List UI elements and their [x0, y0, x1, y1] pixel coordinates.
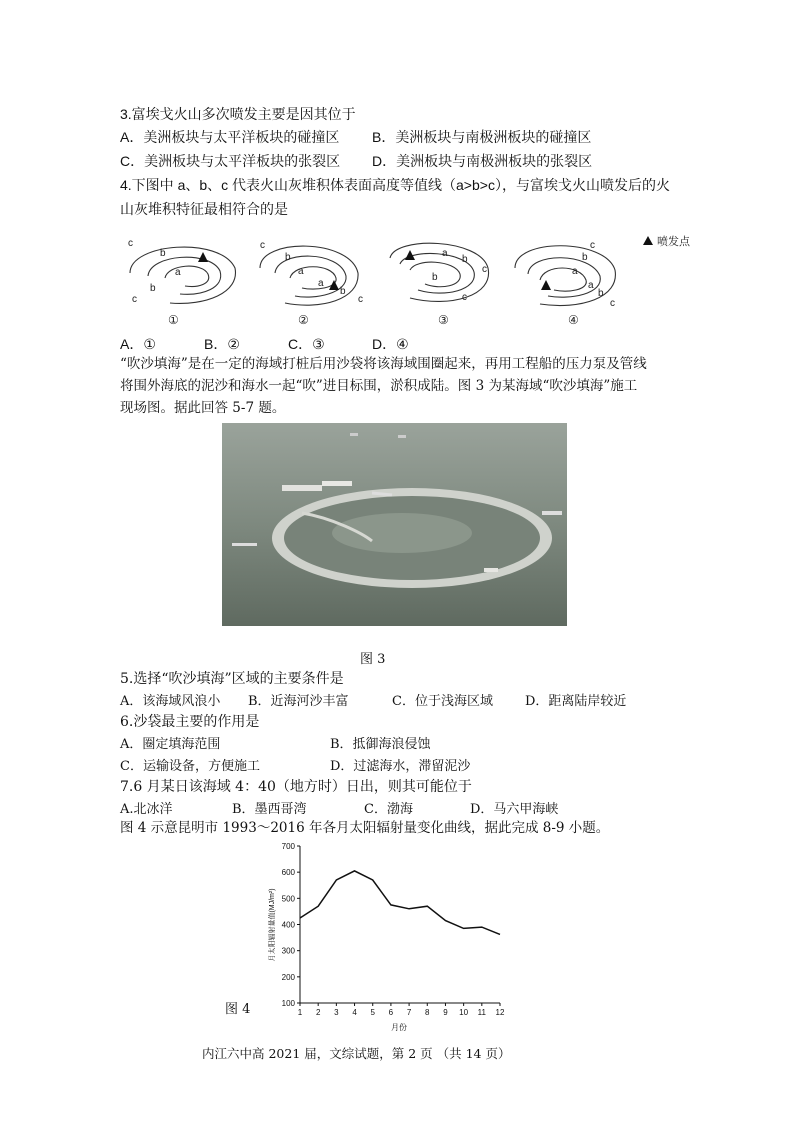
x-tick-label: 1 [297, 1008, 303, 1017]
d2-label-c2: c [358, 294, 363, 305]
d4-label-b2: b [598, 288, 604, 299]
x-tick-label: 2 [315, 1008, 321, 1017]
q4-option-a: A．① [120, 336, 156, 352]
eruption-point-4 [541, 280, 551, 290]
y-tick-label: 600 [281, 868, 295, 878]
d1-label-a: a [175, 267, 181, 278]
q4-option-b: B．② [204, 336, 240, 352]
x-tick-label: 3 [334, 1008, 339, 1017]
q4-option-d: D．④ [372, 336, 409, 352]
q5-option-b: B．近海河沙丰富 [248, 694, 349, 709]
x-tick-label: 11 [477, 1008, 486, 1017]
eruption-point-2 [329, 280, 339, 290]
q7-option-a: A.北冰洋 [120, 802, 173, 817]
page-footer: 内江六中高 2021 届，文综试题，第 2 页 （共 14 页） [202, 1046, 511, 1061]
x-tick-label: 8 [425, 1008, 430, 1017]
d1-label-b: b [160, 248, 166, 259]
d1-label-c2: c [132, 294, 137, 305]
d3-label-c2: c [462, 292, 467, 303]
contour-diagram-1 [130, 247, 235, 303]
intro-paragraph-fig4: 图 4 示意昆明市 1993～2016 年各月太阳辐射量变化曲线，据此完成 8-9 小题。 [120, 820, 610, 836]
q6-option-a: A．圈定填海范围 [120, 737, 221, 752]
y-tick-label: 400 [281, 920, 295, 930]
x-tick-label: 5 [370, 1008, 375, 1017]
legend-eruption-label: 喷发点 [657, 236, 690, 248]
d1-label-b2: b [150, 283, 156, 294]
q5-stem: 5.选择“吹沙填海”区域的主要条件是 [120, 671, 344, 687]
intro-paragraph-line3: 现场图。据此回答 5-7 题。 [120, 400, 286, 416]
y-tick-label: 100 [281, 999, 295, 1008]
q7-option-b: B．墨西哥湾 [232, 802, 307, 817]
q6-option-b: B．抵御海浪侵蚀 [330, 737, 431, 752]
fig4-line-chart [262, 838, 512, 1038]
d4-label-a: a [572, 266, 578, 277]
q7-stem: 7.6 月某日该海域 4：40（地方时）日出，则其可能位于 [120, 779, 472, 795]
q3-option-a: A．美洲板块与太平洋板块的碰撞区 [120, 129, 340, 145]
diagram-number-2: ② [298, 313, 309, 327]
d1-label-c: c [128, 238, 133, 249]
q5-option-c: C．位于浅海区域 [392, 694, 493, 709]
diagram-number-3: ③ [438, 313, 449, 327]
diagram-number-4: ④ [568, 313, 579, 327]
legend-eruption-icon [643, 236, 653, 245]
y-tick-label: 500 [281, 894, 295, 904]
eruption-point-1 [198, 252, 208, 262]
x-tick-label: 10 [459, 1008, 469, 1017]
x-tick-label: 6 [388, 1008, 394, 1017]
intro-paragraph-line2: 将围外海底的泥沙和海水一起“吹”进目标围，淤积成陆。图 3 为某海域“吹沙填海”施工 [120, 378, 638, 394]
x-axis-label: 月份 [391, 1023, 407, 1032]
q3-option-b: B．美洲板块与南极洲板块的碰撞区 [372, 129, 592, 145]
intro-paragraph-line1: “吹沙填海”是在一定的海域打桩后用沙袋将该海域围圈起来，再用工程船的压力泵及管线 [120, 356, 647, 372]
x-tick-label: 9 [443, 1008, 448, 1017]
q3-option-c: C．美洲板块与太平洋板块的张裂区 [120, 153, 341, 169]
d3-label-b: b [462, 254, 468, 265]
q4-option-c: C．③ [288, 336, 325, 352]
y-axis-label: 月太阳辐射量值(MJ/m²) [269, 888, 276, 962]
d4-label-c: c [590, 240, 595, 251]
x-tick-label: 4 [352, 1008, 357, 1017]
x-tick-label: 12 [495, 1008, 505, 1017]
q4-stem-line2: 山灰堆积特征最相符合的是 [120, 201, 288, 217]
q5-option-d: D．距离陆岸较近 [525, 694, 627, 709]
y-tick-label: 700 [281, 842, 295, 851]
d3-label-a: a [442, 248, 448, 259]
q6-option-d: D．过滤海水，滞留泥沙 [330, 759, 471, 774]
d2-label-c: c [260, 240, 265, 251]
q6-option-c: C．运输设备，方便施工 [120, 759, 260, 774]
q7-option-c: C．渤海 [364, 802, 413, 817]
q4-contour-diagrams [110, 228, 700, 328]
x-tick-label: 7 [406, 1008, 412, 1017]
contour-diagram-3 [390, 243, 489, 301]
diagram-number-1: ① [168, 313, 179, 327]
d4-label-b: b [582, 252, 588, 263]
fig3-photo [222, 423, 567, 626]
series-line [300, 871, 500, 935]
fig3-caption: 图 3 [360, 652, 386, 667]
q5-option-a: A．该海域风浪小 [120, 694, 221, 709]
y-tick-label: 200 [281, 972, 295, 982]
d4-label-c2: c [610, 298, 615, 309]
q6-stem: 6.沙袋最主要的作用是 [120, 714, 260, 730]
d2-label-b: b [285, 252, 291, 263]
d2-label-a2: a [318, 278, 324, 289]
d3-label-c: c [482, 264, 487, 275]
q3-stem: 3.富埃戈火山多次喷发主要是因其位于 [120, 106, 356, 122]
q7-option-d: D．马六甲海峡 [470, 802, 559, 817]
fig4-caption: 图 4 [225, 1002, 251, 1017]
d2-label-a: a [298, 266, 304, 277]
q3-option-d: D．美洲板块与南极洲板块的张裂区 [372, 153, 593, 169]
q4-stem-line1: 4.下图中 a、b、c 代表火山灰堆积体表面高度等值线（a>b>c），与富埃戈火山喷发后的火 [120, 177, 670, 193]
d4-label-a2: a [588, 280, 594, 291]
d3-label-b2: b [432, 272, 438, 283]
d2-label-b2: b [340, 286, 346, 297]
y-tick-label: 300 [281, 946, 295, 956]
